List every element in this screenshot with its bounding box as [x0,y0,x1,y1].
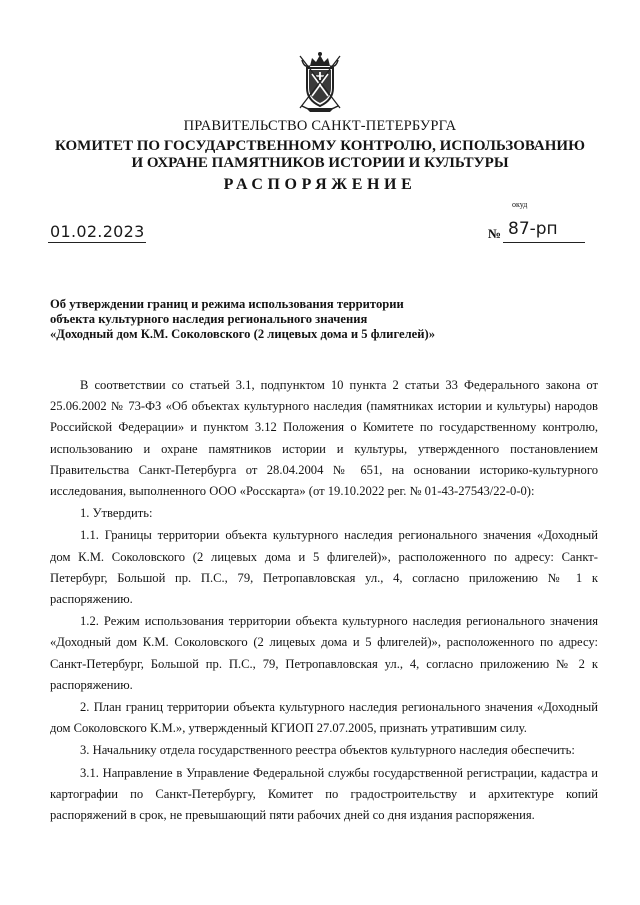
document-type-title: РАСПОРЯЖЕНИЕ [223,176,417,193]
subject-line: «Доходный дом К.М. Соколовского (2 лицевых дома и 5 флигелей)» [50,327,435,342]
number-label: № [488,226,502,241]
subject-line: Об утверждении границ и режима использования территории [50,297,404,311]
committee-heading-line2: И ОХРАНЕ ПАМЯТНИКОВ ИСТОРИИ И КУЛЬТУРЫ [131,155,509,171]
body-paragraph-item-1: 1. Утвердить: [80,506,153,521]
document-body [50,375,598,826]
body-paragraph-preamble: В соответствии со статьей 3.1, подпунктом 10 пункта 2 статьи 33 Федерального закона от 25.06.2002 № 73-ФЗ «Об объектах культурного наследия (памятниках истории и культуры) народов Российской Федерации» и пунктом 3.12 Положения о Комитете по государственному контролю, использованию и охране памятников истории и культуры, утвержденного постановлением Правительства Санкт-Петербурга от 28.04.2004 № 651, на основании историко-культурного исследования, выполненного ООО «Росскарта» (от 19.10.2022 рег. № 01-43-27543/22-0-0): [50,378,598,499]
body-paragraph-item-2: 2. План границ территории объекта культурного наследия регионального значения «Доходный дом Соколовского К.М.», утвержденный КГИОП 27.07.2005, признать утратившим силу. [50,700,598,736]
subject-line: объекта культурного наследия регионального значения [50,312,368,327]
government-heading: ПРАВИТЕЛЬСТВО САНКТ-ПЕТЕРБУРГА [183,118,457,134]
number-underline [503,242,585,243]
committee-heading-line1: КОМИТЕТ ПО ГОСУДАРСТВЕННОМУ КОНТРОЛЮ, ИСПОЛЬЗОВАНИЮ [55,138,585,154]
body-paragraph-item-3: 3. Начальнику отдела государственного реестра объектов культурного наследия обеспечить: [80,743,575,758]
body-paragraph-item-3-1: 3.1. Направление в Управление Федеральной службы государственной регистрации, кадастра и картографии по Санкт-Петербургу, Комитет по градостроительству и архитектуре копий распоряжений в срок, не превышающий пяти рабочих дней со дня издания распоряжения. [50,765,598,823]
date-underline [48,242,146,243]
coat-of-arms-emblem [296,50,344,116]
document-number: 87-рп [508,219,558,239]
document-date: 01.02.2023 [50,222,145,241]
document-subject [50,297,435,343]
okud-label: окуд [512,200,528,209]
body-paragraph-item-1-1: 1.1. Границы территории объекта культурного наследия регионального значения «Доходный дом К.М. Соколовского (2 лицевых дома и 5 флигелей)», расположенного по адресу: Санкт-Петербург, Большой пр. П.С., 79, Петропавловская ул., 4, согласно приложению № 1 к распоряжению. [50,528,598,607]
body-paragraph-item-1-2: 1.2. Режим использования территории объекта культурного наследия регионального значения «Доходный дом К.М. Соколовского (2 лицевых дома и 5 флигелей)», расположенного по адресу: Санкт-Петербург, Большой пр. П.С., 79, Петропавловская ул., 4, согласно приложению № 2 к распоряжению. [50,614,598,692]
